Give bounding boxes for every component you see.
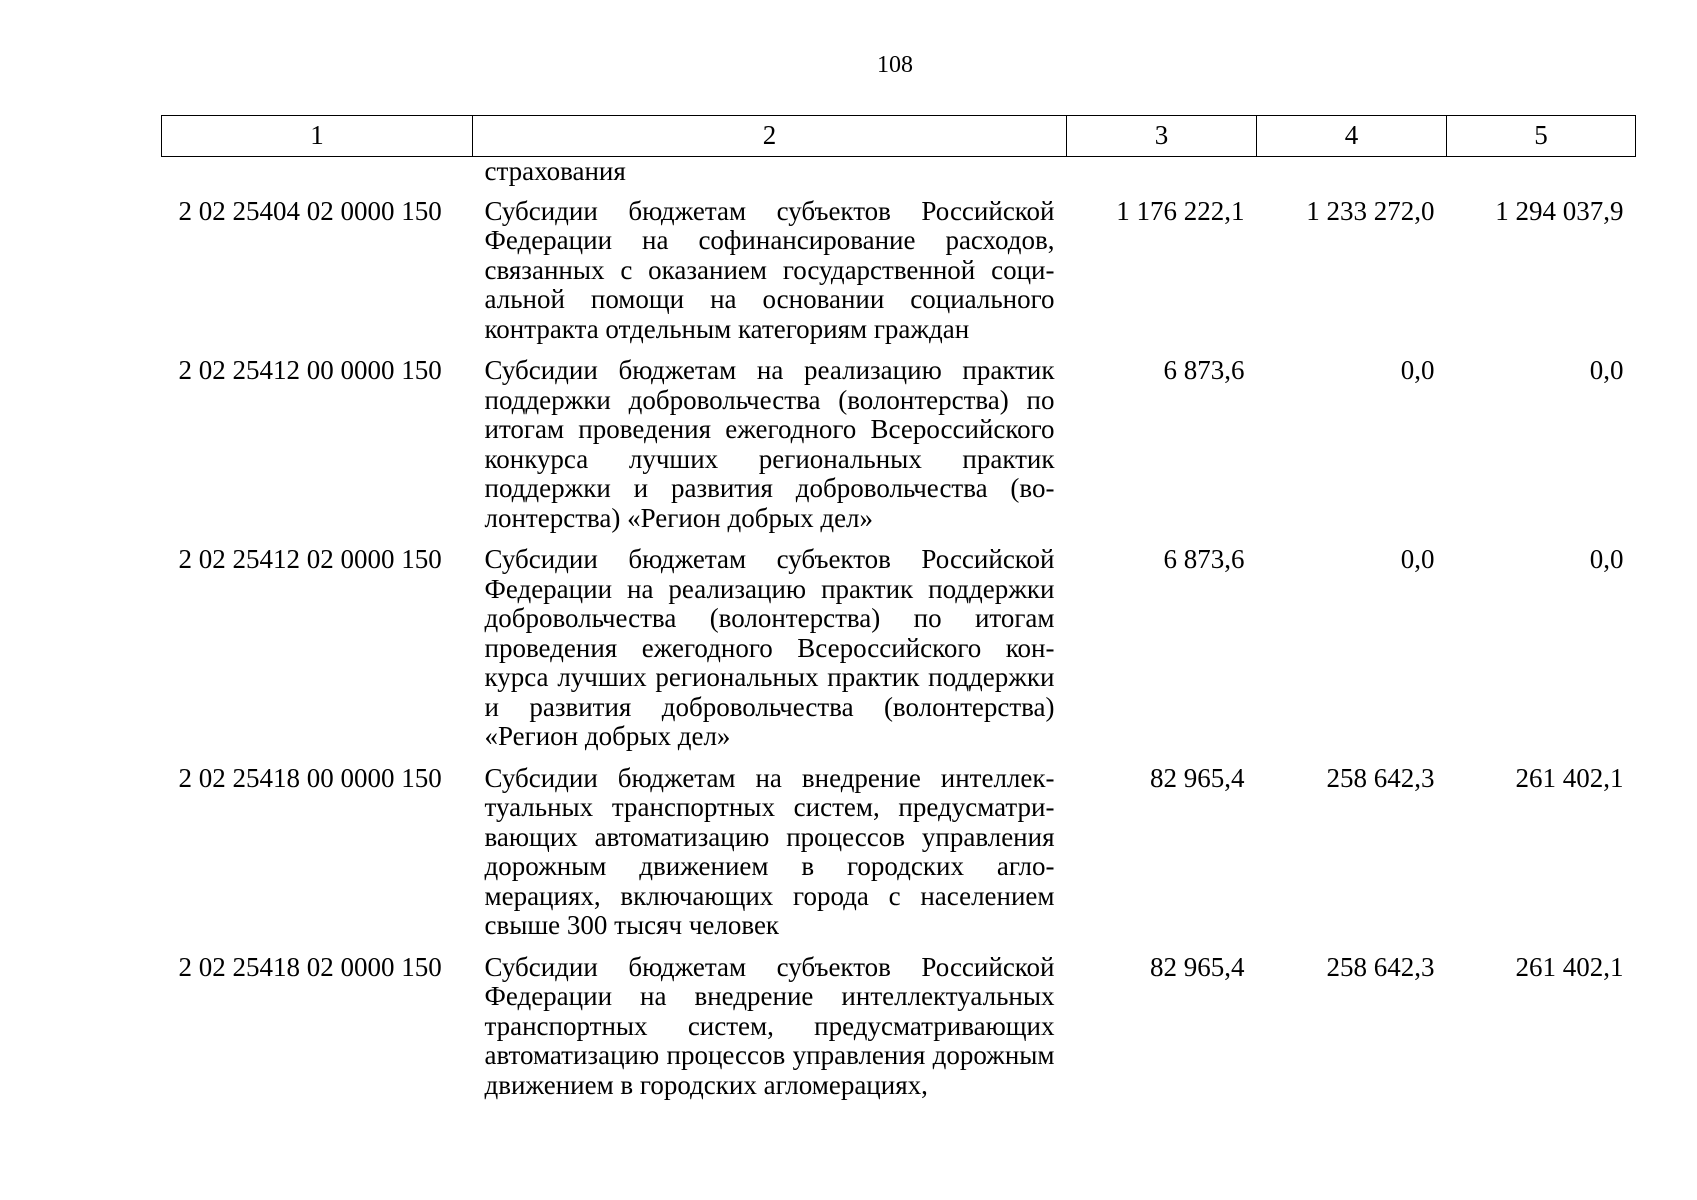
row-value-col5: 1 294 037,9: [1495, 195, 1624, 226]
row-value-col3: 82 965,4: [1150, 951, 1245, 982]
row-code: 2 02 25418 02 0000 150: [178, 951, 442, 982]
page-number: 108: [877, 52, 913, 78]
row-description: Субсидии бюджетам субъектов Российской Федерации на внедрение интеллектуальных транспортных систем, предусматривающих автоматизацию процессов управления дорожным движением в городских агломерациях,: [484, 951, 1055, 1100]
header-col-1: 1: [162, 116, 473, 157]
row-value-col5: 261 402,1: [1515, 762, 1624, 793]
row-value-col4: 0,0: [1400, 355, 1435, 385]
row-value-col4: 258 642,3: [1326, 762, 1435, 793]
row-description: Субсидии бюджетам на внедрение интеллектуальных транспортных систем, предусматривающих автоматизацию процессов управления дорожным движением в городских агломерациях, включающих города с населением свыше 300 тысяч человек: [484, 762, 1055, 940]
row-description: Субсидии бюджетам субъектов Российской Федерации на софинансирование расходов, связанных с оказанием государственной социальной помощи на основании социального контракта отдельным категориям граждан: [484, 195, 1055, 344]
continuation-code-cell: [162, 157, 473, 197]
row-value-col4: 0,0: [1400, 544, 1435, 574]
row-value-col4: 258 642,3: [1326, 951, 1435, 982]
row-value-col5: 261 402,1: [1515, 951, 1624, 982]
row-value-col3: 82 965,4: [1150, 762, 1245, 793]
table-row: [162, 764, 1636, 953]
header-col-4: 4: [1257, 116, 1447, 157]
table-row: [162, 197, 1636, 357]
row-code: 2 02 25412 00 0000 150: [178, 355, 442, 385]
header-col-5: 5: [1447, 116, 1636, 157]
row-code: 2 02 25404 02 0000 150: [178, 195, 442, 226]
continuation-col3: [1067, 157, 1257, 197]
row-description: Субсидии бюджетам на реализацию практик поддержки добровольчества (волонтерства) по итогам проведения ежегодного Всероссийского конкурса лучших региональных практик поддержки и развития добровольчества (волонтерства) «Регион добрых дел»: [484, 355, 1055, 533]
header-col-3: 3: [1067, 116, 1257, 157]
row-value-col3: 1 176 222,1: [1116, 195, 1245, 226]
row-value-col5: 0,0: [1589, 544, 1624, 574]
row-code: 2 02 25418 00 0000 150: [178, 762, 442, 793]
continuation-row: [162, 157, 1636, 197]
table-row: [162, 545, 1636, 764]
header-row: [162, 116, 1636, 157]
row-value-col4: 1 233 272,0: [1306, 195, 1435, 226]
budget-table: [161, 115, 1636, 1112]
continuation-col4: [1257, 157, 1447, 197]
row-description: Субсидии бюджетам субъектов Российской Федерации на реализацию практик поддержки добровольчества (волонтерства) по итогам проведения ежегодного Всероссийского конкурса лучших региональных практик поддержки и развития добровольчества (волонтерства) «Регион добрых дел»: [484, 544, 1055, 751]
row-value-col5: 0,0: [1589, 355, 1624, 385]
row-value-col3: 6 873,6: [1163, 355, 1245, 385]
row-code: 2 02 25412 02 0000 150: [178, 544, 442, 574]
continuation-text: страхования: [484, 156, 626, 186]
header-col-2: 2: [473, 116, 1067, 157]
row-value-col3: 6 873,6: [1163, 544, 1245, 574]
continuation-col5: [1447, 157, 1636, 197]
table-row: [162, 953, 1636, 1113]
table-row: [162, 356, 1636, 545]
